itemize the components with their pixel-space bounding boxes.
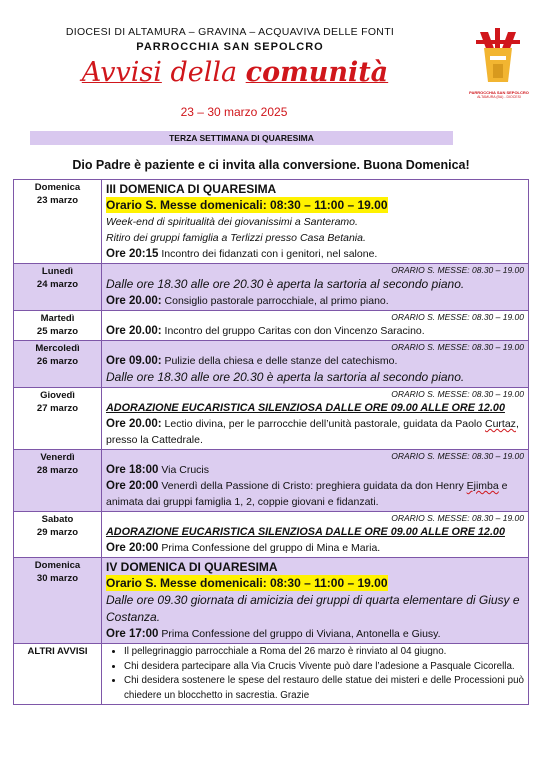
- date-range: 23 – 30 marzo 2025: [180, 105, 288, 119]
- mass-times-highlight: Orario S. Messe domenicali: 08:30 – 11:00 – 19.00: [106, 198, 388, 212]
- event-time: Ore 18:00: [106, 464, 159, 476]
- event-name: Ejimba: [466, 480, 499, 492]
- adoration-notice: ADORAZIONE EUCARISTICA SILENZIOSA DALLE ORE 09.00 ALLE ORE 12.00: [106, 526, 505, 538]
- event-cell: [102, 264, 529, 311]
- motto: Dio Padre è paziente e ci invita alla conversione. Buona Domenica!: [72, 158, 470, 172]
- parish-logo-icon: [466, 24, 532, 90]
- schedule-row: [14, 180, 529, 264]
- schedule-row: [14, 264, 529, 311]
- event-text: Incontro del gruppo Caritas con don Vincenzo Saracino.: [161, 325, 425, 337]
- orario-label: ORARIO S. MESSE: 08.30 – 19.00: [391, 513, 524, 523]
- event-name: Curtaz: [485, 418, 516, 430]
- event-text: Prima Confessione del gruppo di Viviana, Antonella e Giusy.: [158, 628, 441, 640]
- event-cell: [102, 180, 529, 264]
- event-time: Ore 20.00:: [106, 418, 162, 430]
- event-text: Consiglio pastorale parrocchiale, al primo piano.: [161, 295, 389, 307]
- day-name: Domenica: [34, 560, 81, 571]
- adoration-notice: ADORAZIONE EUCARISTICA SILENZIOSA DALLE ORE 09.00 ALLE ORE 12.00: [106, 402, 505, 414]
- event-time: Ore 09.00:: [106, 355, 162, 367]
- schedule-row: [14, 644, 529, 705]
- day-name: Lunedì: [41, 266, 74, 277]
- day-cell: [14, 512, 102, 558]
- day-cell: [14, 180, 102, 264]
- diocese-header: DIOCESI DI ALTAMURA – GRAVINA – ACQUAVIVA DELLE FONTI: [65, 26, 395, 38]
- event-cell: [102, 450, 529, 512]
- logo-subcaption: ALTAMURA (BA) - DIOCESI: [477, 95, 521, 99]
- event-text: Incontro dei fidanzati con i genitori, nel salone.: [158, 248, 378, 260]
- event-text: Pulizie della chiesa e delle stanze del catechismo.: [161, 355, 398, 367]
- schedule-table: [13, 179, 529, 705]
- event-line: [106, 540, 524, 556]
- day-date: 30 marzo: [36, 573, 79, 584]
- schedule-row: [14, 450, 529, 512]
- day-cell: [14, 311, 102, 341]
- event-cell: [102, 311, 529, 341]
- event-cell: [102, 512, 529, 558]
- event-cell: [102, 558, 529, 644]
- day-name: Sabato: [41, 514, 74, 525]
- schedule-row: [14, 512, 529, 558]
- event-time: Ore 20:00: [106, 480, 159, 492]
- title-word-1: Avvisi: [81, 57, 162, 88]
- sunday-heading: IV DOMENICA DI QUARESIMA: [106, 560, 278, 574]
- day-cell: [14, 264, 102, 311]
- schedule-row: [14, 388, 529, 450]
- sunday-heading: III DOMENICA DI QUARESIMA: [106, 182, 277, 196]
- event-time: Ore 17:00: [106, 628, 159, 640]
- altri-label: ALTRI AVVISI: [27, 646, 88, 657]
- event-text: Lectio divina, per le parrocchie dell’unità pastorale, guidata da Paolo: [161, 418, 485, 430]
- day-name: Giovedì: [40, 390, 75, 401]
- day-name: Venerdì: [40, 452, 75, 463]
- list-item: • Chi desidera sostenere le spese del restauro delle statue dei misteri e delle Processioni può chiedere un blocchetto in sacrestia. Grazie: [124, 674, 524, 703]
- day-cell: [14, 450, 102, 512]
- day-date: 27 marzo: [36, 403, 79, 414]
- event-text: e animata dai gruppi famiglia 1, 2, coppie giovani e fidanzati.: [106, 480, 508, 508]
- orario-label: ORARIO S. MESSE: 08.30 – 19.00: [391, 265, 524, 275]
- schedule-row: [14, 558, 529, 644]
- mass-times-highlight: Orario S. Messe domenicali: 08:30 – 11:00 – 19.00: [106, 576, 388, 590]
- event-line: [106, 293, 524, 309]
- event-cell: [102, 644, 529, 705]
- schedule-row: [14, 341, 529, 388]
- day-name: Martedì: [40, 313, 75, 324]
- event-time: Ore 20.00:: [106, 295, 162, 307]
- day-date: 23 marzo: [36, 195, 79, 206]
- event-line: Dalle ore 09.30 giornata di amicizia dei gruppi di quarta elementare di Giusy e Costanza.: [106, 593, 520, 624]
- list-item: • Il pellegrinaggio parrocchiale a Roma del 26 marzo è rinviato al 04 giugno.: [124, 645, 524, 660]
- event-line: [106, 626, 524, 642]
- event-line: Ritiro dei gruppi famiglia a Terlizzi presso Casa Betania.: [106, 232, 366, 244]
- day-date: 29 marzo: [36, 527, 79, 538]
- orario-label: ORARIO S. MESSE: 08.30 – 19.00: [391, 312, 524, 322]
- day-date: 24 marzo: [36, 279, 79, 290]
- day-cell: [14, 341, 102, 388]
- title-word-2: della: [170, 57, 238, 88]
- schedule-row: [14, 311, 529, 341]
- day-name: Domenica: [34, 182, 81, 193]
- day-cell: [14, 558, 102, 644]
- event-line: Week-end di spiritualità dei giovanissimi a Santeramo.: [106, 216, 358, 228]
- event-text: Prima Confessione del gruppo di Mina e Maria.: [158, 542, 381, 554]
- event-time: Ore 20:15: [106, 248, 159, 260]
- event-text: Venerdì della Passione di Cristo: preghiera guidata da don Henry: [158, 480, 467, 492]
- day-cell: [14, 388, 102, 450]
- list-item: • Chi desidera partecipare alla Via Crucis Vivente può dare l’adesione a Pasquale Cicorella.: [124, 660, 524, 675]
- event-cell: [102, 388, 529, 450]
- page-title: [0, 57, 470, 88]
- event-line: [106, 416, 524, 448]
- day-cell: [14, 644, 102, 705]
- day-date: 26 marzo: [36, 356, 79, 367]
- day-name: Mercoledì: [35, 343, 80, 354]
- event-line: [106, 478, 524, 510]
- event-text: , presso la Cattedrale.: [106, 418, 519, 446]
- orario-label: ORARIO S. MESSE: 08.30 – 19.00: [391, 389, 524, 399]
- logo-caption: PARROCCHIA SAN SEPOLCRO: [469, 90, 529, 95]
- event-line: [106, 246, 524, 262]
- week-banner: TERZA SETTIMANA DI QUARESIMA: [30, 131, 453, 145]
- day-date: 25 marzo: [36, 326, 79, 337]
- day-date: 28 marzo: [36, 465, 79, 476]
- event-time: Ore 20:00: [106, 542, 159, 554]
- notices-list: [106, 645, 524, 703]
- event-line: [106, 462, 524, 478]
- event-cell: [102, 341, 529, 388]
- event-line: Dalle ore 18.30 alle ore 20.30 è aperta la sartoria al secondo piano.: [106, 277, 465, 291]
- orario-label: ORARIO S. MESSE: 08.30 – 19.00: [391, 451, 524, 461]
- parish-header: PARROCCHIA SAN SEPOLCRO: [136, 41, 324, 53]
- event-line: Dalle ore 18.30 alle ore 20.30 è aperta la sartoria al secondo piano.: [106, 370, 465, 384]
- event-time: Ore 20.00:: [106, 325, 162, 337]
- orario-label: ORARIO S. MESSE: 08.30 – 19.00: [391, 342, 524, 352]
- event-line: [106, 323, 524, 339]
- title-word-3: comunità: [245, 57, 389, 88]
- event-line: [106, 353, 524, 369]
- event-text: Via Crucis: [158, 464, 210, 476]
- parish-logo: [466, 24, 532, 106]
